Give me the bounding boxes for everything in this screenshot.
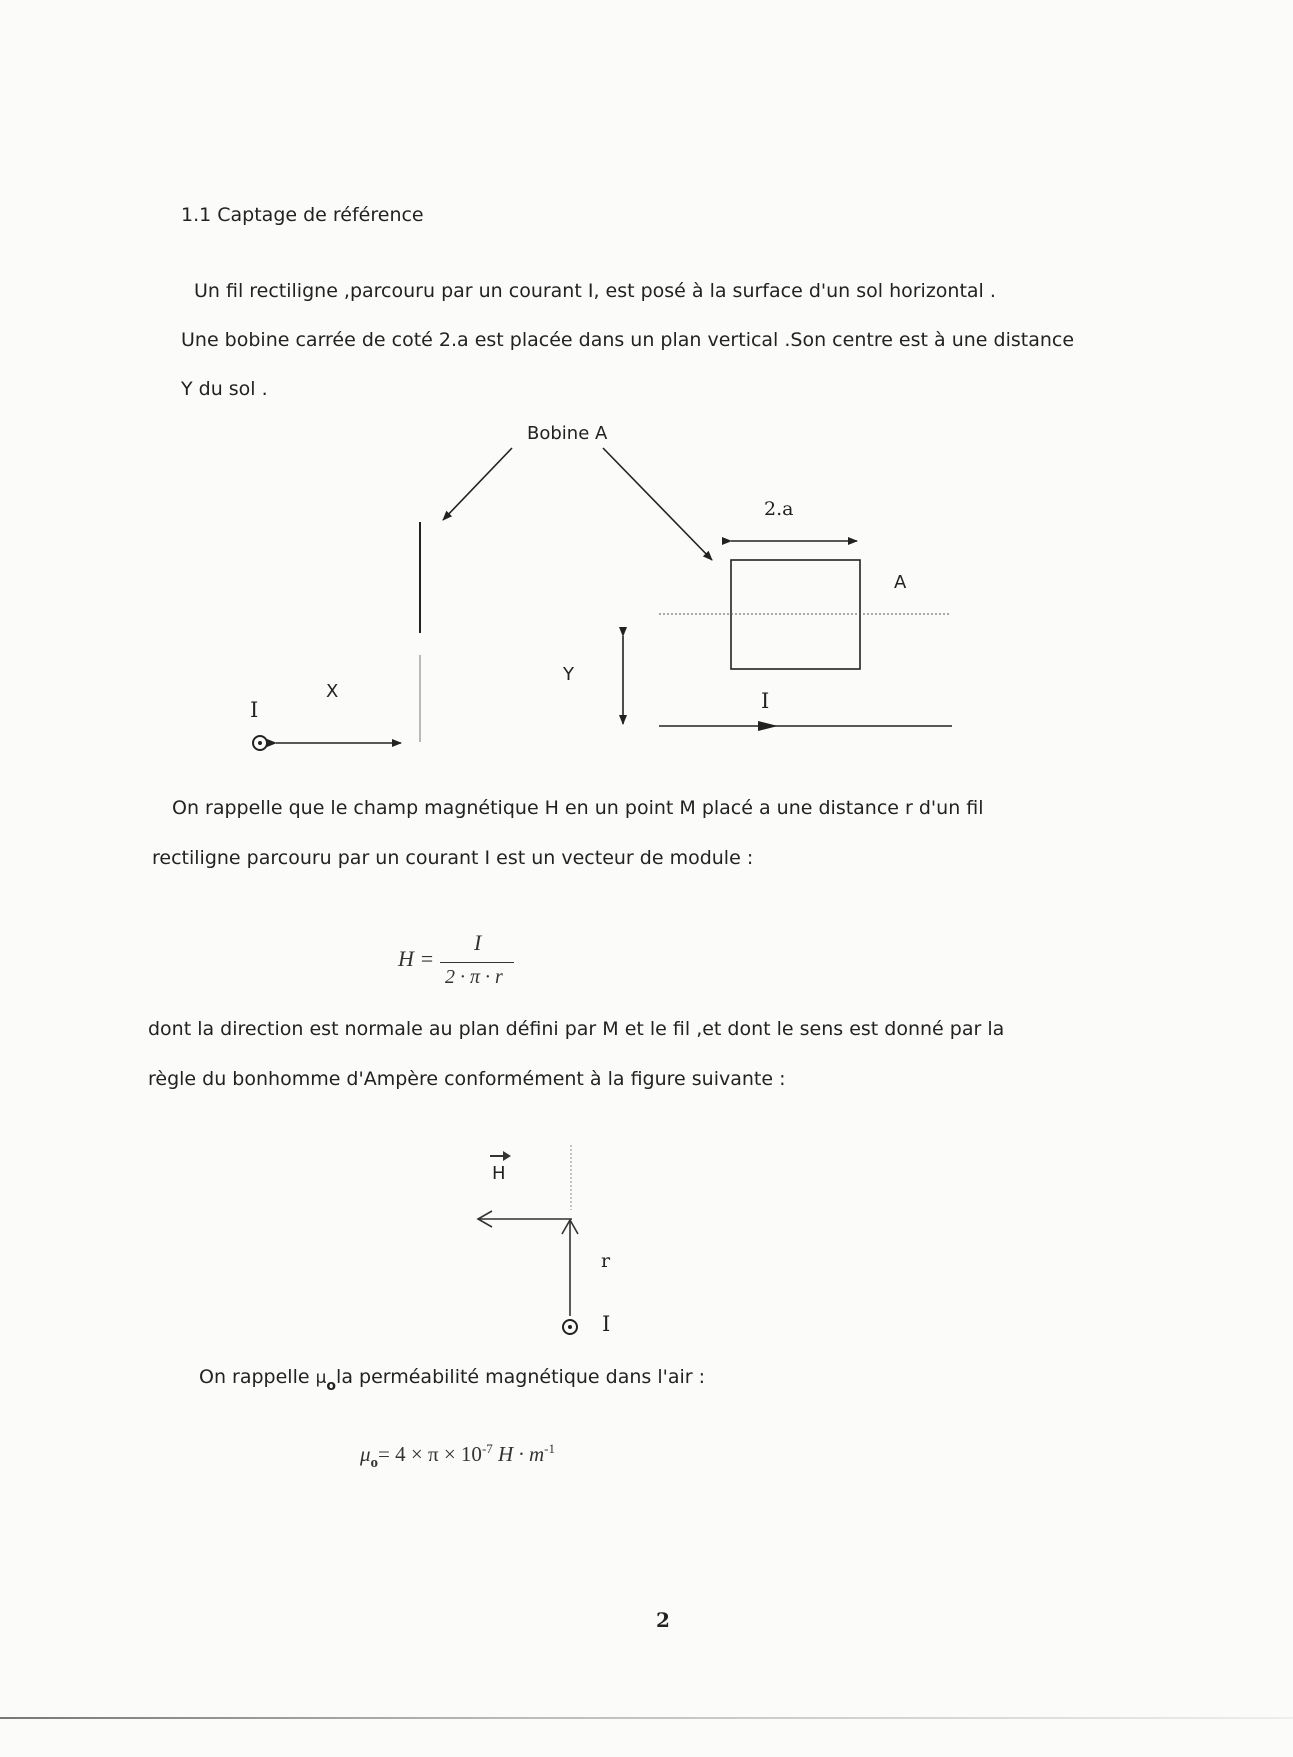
paragraph-1: Un fil rectiligne ,parcouru par un courant I, est posé à la surface d'un sol horizontal . [194,280,996,302]
section-heading: 1.1 Captage de référence [181,204,424,226]
recall-2-mu-subscript: o [326,1378,337,1394]
page-number: 2 [656,1608,670,1632]
label-i-left: I [250,698,259,722]
recall-2-suffix: la perméabilité magnétique dans l'air : [336,1366,706,1388]
label-y: Y [563,664,574,685]
recall-1-line-2: rectiligne parcouru par un courant I est un vecteur de module : [152,847,754,869]
formula-mu-unit-exponent: -1 [544,1441,555,1456]
recall-2-prefix: On rappelle [199,1366,316,1388]
label-a: A [894,572,907,593]
label-h: H [492,1163,506,1184]
label-r: r [601,1250,611,1272]
label-bobine-a: Bobine A [527,423,608,444]
formula-h-lhs: H = [398,946,435,971]
formula-mu-subscript: o [370,1455,379,1471]
label-x: X [326,681,339,702]
formula-mu-symbol: μ [360,1442,371,1466]
label-i-right: I [761,689,770,713]
direction-line-2: règle du bonhomme d'Ampère conformément à la figure suivante : [148,1068,786,1090]
formula-mu-unit: H · m [498,1442,545,1466]
formula-mu-exponent: -7 [481,1441,493,1456]
formula-mu-value: = 4 × π × 10 [378,1442,482,1466]
direction-line-1: dont la direction est normale au plan défini par M et le fil ,et dont le sens est donné par la [148,1018,1005,1040]
recall-2-mu-symbol: μ [315,1368,327,1388]
recall-2-line [199,1365,706,1394]
scan-bottom-edge [0,1717,1293,1719]
recall-1-line-1: On rappelle que le champ magnétique H en un point M placé a une distance r d'un fil [172,797,984,819]
formula-h-numerator: I [474,930,482,955]
formula-mu [360,1441,555,1471]
label-i: I [602,1312,611,1336]
paragraph-2-line-1: Une bobine carrée de coté 2.a est placée dans un plan vertical .Son centre est à une distance [181,329,1075,351]
formula-h-denominator: 2 · π · r [445,966,503,988]
paragraph-2-line-2: Y du sol . [181,378,268,400]
label-2a: 2.a [764,498,794,520]
